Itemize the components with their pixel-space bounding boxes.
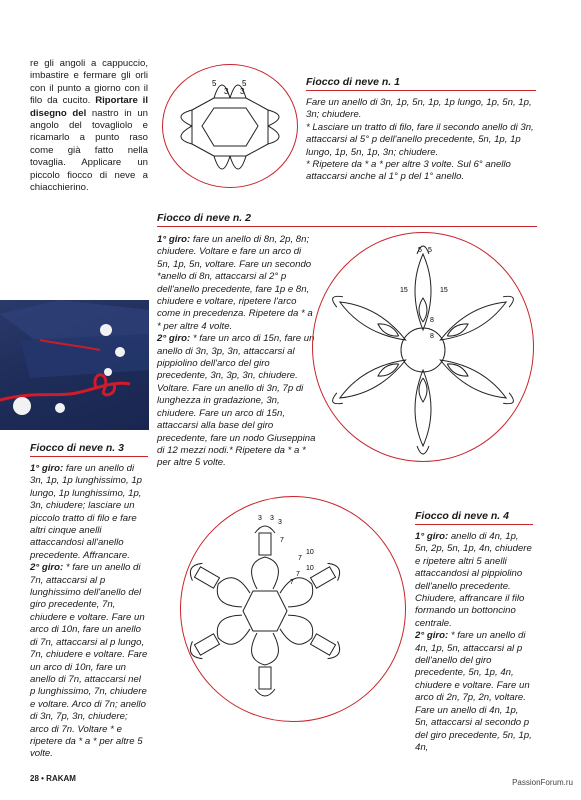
f3-g1-label: 1° giro: — [30, 463, 64, 474]
f2-text — [157, 234, 317, 470]
f2-g1-label: 1° giro: — [157, 234, 191, 245]
f4-g2-label: 2° giro: — [415, 630, 449, 642]
f1-label-1: 5 — [212, 79, 217, 88]
f2-label-1: 15 — [400, 287, 408, 294]
f3-g1-text: fare un anello di 3n, 1p, 1p lunghissimo, 1p lungo, 1p lunghissimo, 1p, 3n, chiudere; lasciare un piccolo tratto di filo e fare altri cinque anelli attaccandosi all'anello precedente. Affrancare. — [30, 463, 143, 561]
f1-label-4: 5 — [242, 79, 247, 88]
f4-label-3: 3 — [278, 519, 282, 526]
f2-g2-label: 2° giro: — [157, 333, 191, 345]
f4-label-2: 3 — [270, 515, 274, 522]
f1-title-rule — [306, 90, 536, 91]
snowflake-1-diagram — [162, 64, 298, 188]
f2-g2-text: * fare un arco di 15n, fare un anello di 3n, 3p, 3n, attaccarsi al pippiolino dell'arco del giro precedente, 3n, 3p, 3n, chiudere. Voltare. Fare un anello di 3n, 7p di lunghezza in gradazione, 3n, chiudere. Fare un arco di 15n, attaccarsi alla base del giro precedente, fare un nodo Giuseppina di 12 mezzi nodi.* Ripetere da * a * per altre 5 volte. — [157, 333, 316, 469]
f1-text: Fare un anello di 3n, 1p, 5n, 1p, 1p lungo, 1p, 5n, 1p, 3n; chiudere. * Lasciare un tratto di filo, fare il secondo anello di 3n, attaccarsi al 5° p dell'anello precedente, 5n, 1p, 1p lungo, 1p, 5n, 1p, 3n; chiudere. * Ripetere da * a * per altre 3 volte. Sul 6° anello attaccarsi anche al 1° p del 1° anello. — [306, 97, 534, 183]
f4-label-4: 7 — [280, 537, 284, 544]
watermark: PassionForum.ru — [512, 778, 573, 787]
page-footer — [30, 774, 76, 783]
f1-label-3: 3 — [240, 87, 245, 96]
f4-label-5: 10 — [306, 549, 314, 556]
f4-label-9: 7 — [290, 579, 294, 586]
page-number: 28 — [30, 774, 39, 783]
napkin-photo — [0, 300, 149, 430]
f1-title: Fiocco di neve n. 1 — [306, 76, 400, 88]
f4-text — [415, 531, 533, 754]
f3-g2-text: * fare un anello di 7n, attaccarsi al p lunghissimo dell'anello del giro precedente, 7n, chiudere e voltare. Fare un arco di 10n, fare un anello di 7n, attaccarsi al p lungo, 7n, chiudere e voltare. Fare un arco di 10n, fare un anello di 7n, attaccarsi nel p lunghissimo, 7n, chiudere e voltare. Arco di 7n; anello di 3n, 7p, 3n, chiudere; arco di 7n. Voltare * e ripetere da * a * per altre 5 volte. — [30, 562, 148, 760]
snowflake-4-diagram — [180, 496, 406, 722]
f3-g2-label: 2° giro: — [30, 562, 64, 574]
f2-label-4: 8 — [430, 333, 434, 340]
f3-title-rule — [30, 456, 148, 457]
f1-label-2: 3 — [224, 87, 229, 96]
intro-text-1: re gli angoli a cappuccio, imbastire e fermare gli orli con il punto a giorno con il filo da cucito. — [30, 58, 148, 107]
f3-title: Fiocco di neve n. 3 — [30, 442, 124, 454]
f2-label-2: 15 — [440, 287, 448, 294]
f2-title: Fiocco di neve n. 2 — [157, 212, 251, 224]
f4-label-1: 3 — [258, 515, 262, 522]
intro-text-2: nastro in un angolo del tovagliolo e ricamarlo a punto raso come già fatto nella tovaglia. Applicare un piccolo fiocco di neve a chiacchierino. — [30, 107, 148, 194]
f2-label-6: 5 — [428, 247, 432, 254]
f2-label-5: 5 — [418, 247, 422, 254]
f2-label-3: 8 — [430, 317, 434, 324]
f4-label-8: 7 — [296, 571, 300, 578]
f2-title-rule — [157, 226, 537, 227]
snowflake-2-diagram — [312, 232, 534, 462]
f4-label-6: 7 — [298, 555, 302, 562]
magazine-name: RAKAM — [46, 774, 76, 783]
f4-title-rule — [415, 524, 533, 525]
f4-g1-label: 1° giro: — [415, 531, 449, 542]
f2-g1-text: fare un anello di 8n, 2p, 8n; chiudere. Voltare e fare un arco di 5n, 1p, 5n, voltare. Fare un secondo *anello di 8n, attaccarsi al 2° p dell'anello precedente, fare 1p e 8n, chiudere e voltare, ripetere l'arco come in precedenza. Ripetere da * a * per altre 4 volte. — [157, 234, 313, 332]
f4-label-7: 10 — [306, 565, 314, 572]
f4-g1-text: anello di 4n, 1p, 5n, 2p, 5n, 1p, 4n, chiudere e ripetere altri 5 anelli attaccandosi al pippiolino dell'anello precedente. Chiudere, affrancare il filo formando un bottoncino centrale. — [415, 531, 532, 629]
f4-title: Fiocco di neve n. 4 — [415, 510, 509, 522]
footer-separator: • — [41, 774, 47, 783]
intro-paragraph — [30, 58, 148, 194]
napkin-photo-art — [0, 300, 149, 430]
f4-g2-text: * fare un anello di 4n, 1p, 5n, attaccarsi al p dell'anello del giro precedente, 5n, 1p, 4n, chiudere e voltare. Fare un arco di 2n, 7p, 2n, voltare. Fare un anello di 4n, 1p, 5n, attaccarsi al secondo p del giro precedente, 5n, 1p, 4n, — [415, 630, 532, 753]
f3-text — [30, 463, 148, 761]
intro-bold: Riportare il disegno del — [30, 95, 148, 119]
